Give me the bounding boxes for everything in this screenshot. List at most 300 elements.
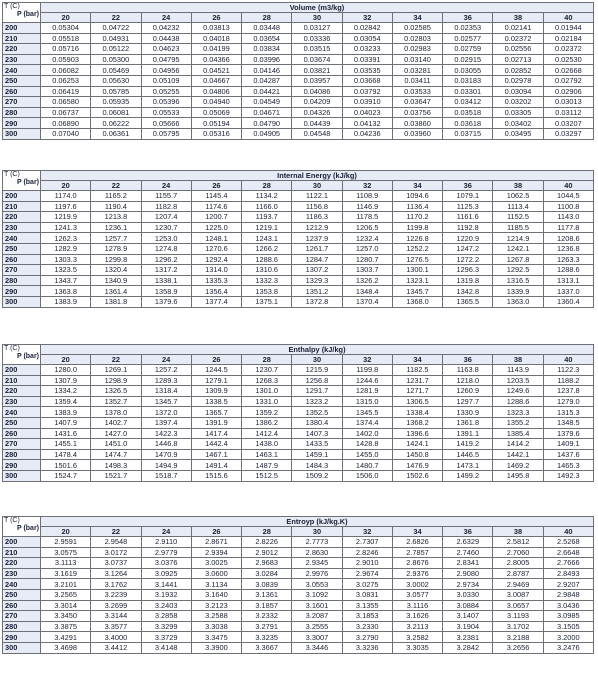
pressure-label: 230 — [3, 54, 41, 65]
value-cell: 1380.4 — [292, 417, 342, 428]
value-cell: 1232.4 — [342, 233, 392, 244]
corner-cell — [3, 3, 41, 23]
value-cell: 1330.9 — [443, 407, 493, 418]
value-cell: 1155.7 — [141, 191, 191, 202]
value-cell: 0.03305 — [493, 107, 543, 118]
pressure-label: 270 — [3, 265, 41, 276]
temperature-header: 20 — [41, 13, 91, 23]
value-cell: 1206.5 — [342, 222, 392, 233]
table-row — [3, 589, 594, 600]
value-cell: 0.02759 — [443, 44, 493, 55]
value-cell: 1467.1 — [191, 449, 241, 460]
pressure-label: 300 — [3, 470, 41, 481]
value-cell: 1438.0 — [242, 439, 292, 450]
value-cell: 0.04438 — [141, 33, 191, 44]
table-row — [3, 86, 594, 97]
value-cell: 1300.1 — [392, 265, 442, 276]
value-cell: 0.04905 — [242, 128, 292, 139]
value-cell: 1282.9 — [41, 243, 91, 254]
value-cell: 1476.9 — [392, 460, 442, 471]
pressure-label: 240 — [3, 407, 41, 418]
value-cell: 0.03654 — [242, 33, 292, 44]
pressure-label: 260 — [3, 254, 41, 265]
value-cell: 1320.4 — [91, 265, 141, 276]
value-cell: 0.02842 — [342, 23, 392, 34]
value-cell: 3.3450 — [41, 611, 91, 622]
value-cell: 1236.1 — [91, 222, 141, 233]
value-cell: 1428.8 — [342, 439, 392, 450]
pressure-label: 290 — [3, 286, 41, 297]
table-row — [3, 568, 594, 579]
value-cell: 1214.9 — [493, 233, 543, 244]
value-cell: 1207.4 — [141, 212, 191, 223]
value-cell: 1220.9 — [443, 233, 493, 244]
value-cell: 1412.4 — [242, 428, 292, 439]
table-title: Internal Energy (kJ/kg) — [41, 171, 594, 181]
value-cell: 1303.3 — [41, 254, 91, 265]
value-cell: 0.05518 — [41, 33, 91, 44]
value-cell: 1291.7 — [292, 386, 342, 397]
value-cell: 1469.2 — [493, 460, 543, 471]
value-cell: 1062.5 — [493, 191, 543, 202]
value-cell: 1185.5 — [493, 222, 543, 233]
value-cell: 1257.7 — [91, 233, 141, 244]
table-title-row — [3, 345, 594, 355]
value-cell: 1299.8 — [91, 254, 141, 265]
value-cell: 3.2000 — [543, 632, 593, 643]
value-cell: 0.02372 — [493, 33, 543, 44]
pressure-label: 220 — [3, 386, 41, 397]
pressure-label: 220 — [3, 212, 41, 223]
pressure-axis-label: P (bar) — [16, 11, 39, 18]
value-cell: 3.1441 — [141, 579, 191, 590]
value-cell: 1100.8 — [543, 201, 593, 212]
value-cell: 1524.7 — [41, 470, 91, 481]
value-cell: 1134.2 — [242, 191, 292, 202]
value-cell: 1161.6 — [443, 212, 493, 223]
value-cell: 0.03515 — [292, 44, 342, 55]
temperature-header: 36 — [443, 527, 493, 537]
value-cell: 1094.6 — [392, 191, 442, 202]
value-cell: 1515.6 — [191, 470, 241, 481]
table-row — [3, 275, 594, 286]
value-cell: 3.0553 — [292, 579, 342, 590]
pressure-label: 280 — [3, 621, 41, 632]
value-cell: 3.1116 — [392, 600, 442, 611]
value-cell: 0.04236 — [342, 128, 392, 139]
value-cell: 2.8671 — [191, 537, 241, 548]
value-cell: 3.0657 — [493, 600, 543, 611]
value-cell: 0.04548 — [292, 128, 342, 139]
temperature-header: 28 — [242, 181, 292, 191]
value-cell: 1236.8 — [543, 243, 593, 254]
value-cell: 0.06082 — [41, 65, 91, 76]
value-cell: 0.03094 — [493, 86, 543, 97]
value-cell: 3.3144 — [91, 611, 141, 622]
temperature-header: 38 — [493, 355, 543, 365]
value-cell: 0.02141 — [493, 23, 543, 34]
value-cell: 1163.8 — [443, 365, 493, 376]
value-cell: 3.0831 — [342, 589, 392, 600]
value-cell: 1360.4 — [543, 296, 593, 307]
value-cell: 1386.2 — [242, 417, 292, 428]
value-cell: 1512.5 — [242, 470, 292, 481]
value-cell: 1487.9 — [242, 460, 292, 471]
value-cell: 1407.9 — [41, 417, 91, 428]
table-row — [3, 537, 594, 548]
value-cell: 1272.2 — [443, 254, 493, 265]
value-cell: 3.2555 — [292, 621, 342, 632]
value-cell: 3.3236 — [342, 642, 392, 653]
value-cell: 3.2087 — [292, 611, 342, 622]
value-cell: 1338.1 — [141, 275, 191, 286]
value-cell: 1509.2 — [292, 470, 342, 481]
temperature-header: 34 — [392, 13, 442, 23]
value-cell: 1442.1 — [493, 449, 543, 460]
pressure-label: 230 — [3, 396, 41, 407]
value-cell: 1284.7 — [292, 254, 342, 265]
value-cell: 0.05533 — [141, 107, 191, 118]
table-title: Entroyp (kJ/kg.K) — [41, 517, 594, 527]
value-cell: 3.2565 — [41, 589, 91, 600]
value-cell: 1492.3 — [543, 470, 593, 481]
table-row — [3, 449, 594, 460]
value-cell: 1317.2 — [141, 265, 191, 276]
value-cell: 1122.1 — [292, 191, 342, 202]
value-cell: 1381.8 — [91, 296, 141, 307]
value-cell: 1199.8 — [342, 365, 392, 376]
value-cell: 2.6329 — [443, 537, 493, 548]
value-cell: 3.0087 — [493, 589, 543, 600]
value-cell: 1307.2 — [292, 265, 342, 276]
value-cell: 1079.1 — [443, 191, 493, 202]
value-cell: 3.1193 — [493, 611, 543, 622]
value-cell: 1219.9 — [41, 212, 91, 223]
pressure-label: 210 — [3, 201, 41, 212]
value-cell: 0.03533 — [392, 86, 442, 97]
value-cell: 3.3475 — [191, 632, 241, 643]
value-cell: 1521.7 — [91, 470, 141, 481]
value-cell: 1288.6 — [543, 265, 593, 276]
value-cell: 1348.4 — [342, 286, 392, 297]
value-cell: 0.03127 — [292, 23, 342, 34]
value-cell: 3.0575 — [41, 547, 91, 558]
value-cell: 1518.7 — [141, 470, 191, 481]
pressure-label: 300 — [3, 296, 41, 307]
value-cell: 0.04806 — [191, 86, 241, 97]
temperature-header: 38 — [493, 527, 543, 537]
value-cell: 1409.1 — [543, 439, 593, 450]
value-cell: 1433.5 — [292, 439, 342, 450]
value-cell: 0.02978 — [493, 75, 543, 86]
value-cell: 0.04956 — [141, 65, 191, 76]
temperature-header: 38 — [493, 181, 543, 191]
corner-cell — [3, 345, 41, 365]
value-cell: 1323.3 — [493, 407, 543, 418]
table-row — [3, 547, 594, 558]
value-cell: 1296.2 — [141, 254, 191, 265]
value-cell: 1478.4 — [41, 449, 91, 460]
value-cell: 1257.2 — [141, 365, 191, 376]
value-cell: 3.0577 — [392, 589, 442, 600]
value-cell: 0.05300 — [91, 54, 141, 65]
temperature-header: 28 — [242, 13, 292, 23]
value-cell: 0.04795 — [141, 54, 191, 65]
value-cell: 1203.5 — [493, 375, 543, 386]
value-cell: 1262.3 — [41, 233, 91, 244]
value-cell: 1143.9 — [493, 365, 543, 376]
value-cell: 0.03054 — [342, 33, 392, 44]
value-cell: 0.03674 — [292, 54, 342, 65]
value-cell: 3.0275 — [342, 579, 392, 590]
pressure-label: 250 — [3, 243, 41, 254]
table-row — [3, 243, 594, 254]
value-cell: 1446.8 — [141, 439, 191, 450]
value-cell: 1375.1 — [242, 296, 292, 307]
value-cell: 1313.1 — [543, 275, 593, 286]
value-cell: 0.05069 — [191, 107, 241, 118]
value-cell: 0.05716 — [41, 44, 91, 55]
value-cell: 1268.3 — [242, 375, 292, 386]
table-row — [3, 265, 594, 276]
value-cell: 1226.8 — [392, 233, 442, 244]
table-row — [3, 470, 594, 481]
value-cell: 3.1857 — [242, 600, 292, 611]
value-cell: 1260.9 — [443, 386, 493, 397]
value-cell: 1178.5 — [342, 212, 392, 223]
value-cell: 0.06890 — [41, 118, 91, 129]
value-cell: 0.05935 — [91, 97, 141, 108]
value-cell: 0.05469 — [91, 65, 141, 76]
value-cell: 2.9394 — [191, 547, 241, 558]
value-cell: 1414.2 — [493, 439, 543, 450]
value-cell: 1355.2 — [493, 417, 543, 428]
pressure-label: 240 — [3, 579, 41, 590]
value-cell: 3.1640 — [191, 589, 241, 600]
value-cell: 0.05666 — [141, 118, 191, 129]
value-cell: 0.03207 — [543, 118, 593, 129]
value-cell: 2.8246 — [342, 547, 392, 558]
value-cell: 0.04287 — [242, 75, 292, 86]
table-row — [3, 286, 594, 297]
value-cell: 3.0376 — [141, 558, 191, 569]
temperature-header: 34 — [392, 355, 442, 365]
table-title: Enthalpy (kJ/kg) — [41, 345, 594, 355]
value-cell: 2.9976 — [292, 568, 342, 579]
value-cell: 1470.9 — [141, 449, 191, 460]
value-cell: 1113.4 — [493, 201, 543, 212]
value-cell: 1359.4 — [41, 396, 91, 407]
value-cell: 3.0737 — [91, 558, 141, 569]
value-cell: 1342.8 — [443, 286, 493, 297]
value-cell: 0.03535 — [342, 65, 392, 76]
value-cell: 2.6826 — [392, 537, 442, 548]
value-cell: 1331.0 — [242, 396, 292, 407]
pressure-label: 200 — [3, 23, 41, 34]
temperature-header: 36 — [443, 355, 493, 365]
table-row — [3, 118, 594, 129]
value-cell: 1424.1 — [392, 439, 442, 450]
value-cell: 3.3446 — [292, 642, 342, 653]
value-cell: 1338.4 — [392, 407, 442, 418]
value-cell: 1499.2 — [443, 470, 493, 481]
value-cell: 0.03301 — [443, 86, 493, 97]
value-cell: 2.8676 — [392, 558, 442, 569]
value-cell: 1200.7 — [191, 212, 241, 223]
table-row — [3, 386, 594, 397]
value-cell: 3.1361 — [242, 589, 292, 600]
value-cell: 1145.4 — [191, 191, 241, 202]
value-cell: 1192.8 — [443, 222, 493, 233]
value-cell: 2.9548 — [91, 537, 141, 548]
value-cell: 1501.6 — [41, 460, 91, 471]
value-cell: 0.03821 — [292, 65, 342, 76]
pressure-label: 260 — [3, 428, 41, 439]
temperature-header: 38 — [493, 13, 543, 23]
value-cell: 0.02585 — [392, 23, 442, 34]
temperature-header: 32 — [342, 527, 392, 537]
value-cell: 0.04023 — [342, 107, 392, 118]
value-cell: 1242.1 — [493, 243, 543, 254]
value-cell: 0.02803 — [392, 33, 442, 44]
value-cell: 1335.3 — [191, 275, 241, 286]
pressure-axis-label: P (bar) — [16, 525, 39, 532]
value-cell: 1385.4 — [493, 428, 543, 439]
value-cell: 1506.0 — [342, 470, 392, 481]
table-row — [3, 254, 594, 265]
value-cell: 0.03518 — [443, 107, 493, 118]
temperature-header: 22 — [91, 355, 141, 365]
value-cell: 0.04439 — [292, 118, 342, 129]
value-cell: 1365.5 — [443, 296, 493, 307]
value-cell: 1363.8 — [41, 286, 91, 297]
table-row — [3, 191, 594, 202]
table-row — [3, 65, 594, 76]
temperature-header: 20 — [41, 527, 91, 537]
value-cell: 1257.0 — [342, 243, 392, 254]
value-cell: 0.06361 — [91, 128, 141, 139]
value-cell: 0.02530 — [543, 54, 593, 65]
internal-energy-table — [2, 170, 594, 308]
value-cell: 2.8341 — [443, 558, 493, 569]
value-cell: 1143.0 — [543, 212, 593, 223]
value-cell: 1334.2 — [41, 386, 91, 397]
value-cell: 0.03336 — [292, 33, 342, 44]
temperature-header: 26 — [191, 13, 241, 23]
value-cell: 0.05795 — [141, 128, 191, 139]
value-cell: 1186.3 — [292, 212, 342, 223]
value-cell: 1193.7 — [242, 212, 292, 223]
value-cell: 1298.9 — [91, 375, 141, 386]
value-cell: 0.03792 — [342, 86, 392, 97]
table-title-row — [3, 3, 594, 13]
value-cell: 1166.0 — [242, 201, 292, 212]
value-cell: 1215.9 — [292, 365, 342, 376]
value-cell: 3.2123 — [191, 600, 241, 611]
value-cell: 1427.0 — [91, 428, 141, 439]
table-row — [3, 428, 594, 439]
value-cell: 3.3900 — [191, 642, 241, 653]
value-cell: 3.0330 — [443, 589, 493, 600]
value-cell: 3.1619 — [41, 568, 91, 579]
value-cell: 1391.9 — [191, 417, 241, 428]
value-cell: 2.9012 — [242, 547, 292, 558]
table-row — [3, 97, 594, 108]
value-cell: 1197.6 — [41, 201, 91, 212]
value-cell: 1419.2 — [443, 439, 493, 450]
table-row — [3, 44, 594, 55]
value-cell: 0.06253 — [41, 75, 91, 86]
value-cell: 1182.8 — [141, 201, 191, 212]
value-cell: 0.03647 — [392, 97, 442, 108]
pressure-label: 230 — [3, 568, 41, 579]
temperature-header: 22 — [91, 527, 141, 537]
value-cell: 0.04326 — [292, 107, 342, 118]
value-cell: 2.9674 — [342, 568, 392, 579]
value-cell: 1463.1 — [242, 449, 292, 460]
value-cell: 1225.0 — [191, 222, 241, 233]
value-cell: 1356.4 — [191, 286, 241, 297]
value-cell: 0.02556 — [493, 44, 543, 55]
value-cell: 1402.7 — [91, 417, 141, 428]
value-cell: 1451.0 — [91, 439, 141, 450]
pressure-label: 240 — [3, 65, 41, 76]
value-cell: 0.04018 — [191, 33, 241, 44]
value-cell: 3.2403 — [141, 600, 191, 611]
table-row — [3, 54, 594, 65]
value-cell: 1352.7 — [91, 396, 141, 407]
value-cell: 0.02852 — [493, 65, 543, 76]
value-cell: 1261.7 — [292, 243, 342, 254]
value-cell: 1136.4 — [392, 201, 442, 212]
value-cell: 1473.1 — [443, 460, 493, 471]
pressure-label: 210 — [3, 33, 41, 44]
value-cell: 1329.3 — [292, 275, 342, 286]
value-cell: 3.2188 — [493, 632, 543, 643]
temperature-header: 36 — [443, 13, 493, 23]
value-cell: 0.04549 — [242, 97, 292, 108]
temperature-header-row — [3, 355, 594, 365]
value-cell: 3.2699 — [91, 600, 141, 611]
table-row — [3, 396, 594, 407]
value-cell: 1279.0 — [543, 396, 593, 407]
pressure-label: 210 — [3, 547, 41, 558]
value-cell: 3.1092 — [292, 589, 342, 600]
value-cell: 3.2239 — [91, 589, 141, 600]
value-cell: 1248.1 — [191, 233, 241, 244]
value-cell: 1252.2 — [392, 243, 442, 254]
value-cell: 0.04623 — [141, 44, 191, 55]
value-cell: 1182.5 — [392, 365, 442, 376]
value-cell: 1361.4 — [91, 286, 141, 297]
value-cell: 0.03202 — [493, 97, 543, 108]
value-cell: 1237.8 — [543, 386, 593, 397]
value-cell: 3.2332 — [242, 611, 292, 622]
value-cell: 1465.3 — [543, 460, 593, 471]
temperature-header: 24 — [141, 527, 191, 537]
value-cell: 3.2101 — [41, 579, 91, 590]
value-cell: 1177.8 — [543, 222, 593, 233]
value-cell: 1379.6 — [141, 296, 191, 307]
value-cell: 1315.3 — [543, 407, 593, 418]
value-cell: 2.9848 — [543, 589, 593, 600]
value-cell: 0.03756 — [392, 107, 442, 118]
value-cell: 0.04931 — [91, 33, 141, 44]
value-cell: 1345.5 — [342, 407, 392, 418]
value-cell: 2.7060 — [493, 547, 543, 558]
value-cell: 2.8493 — [543, 568, 593, 579]
value-cell: 3.0839 — [242, 579, 292, 590]
